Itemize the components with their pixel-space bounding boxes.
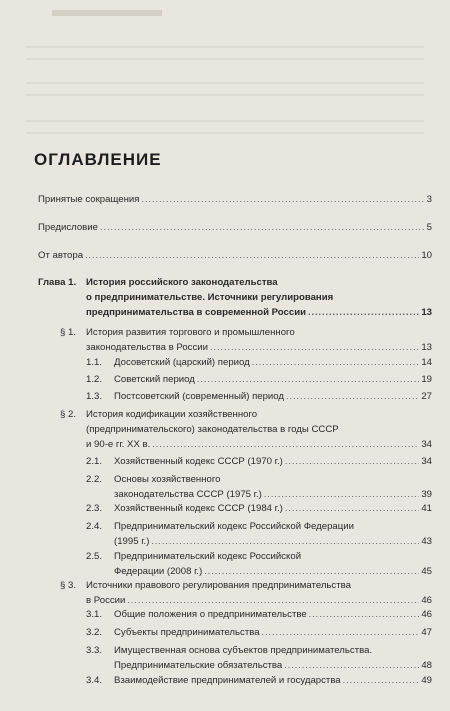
toc-page-number: 43 [421, 536, 432, 547]
section-label: § 2. [60, 409, 77, 420]
toc-entry-abbreviations[interactable] [38, 192, 432, 207]
running-header-ghost [52, 10, 162, 16]
toc-page-number: 46 [421, 595, 432, 606]
toc-page-number: 34 [421, 439, 432, 450]
toc-page-number: 47 [421, 627, 432, 638]
toc-entry-preface[interactable] [38, 220, 432, 235]
toc-page-number: 5 [426, 222, 432, 233]
toc-page-number: 46 [421, 609, 432, 620]
show-through-text [26, 0, 424, 140]
book-page: ОГЛАВЛЕНИЕ Принятые сокращения ..... 3 Предисловие ..... 5 От автора ..... 10 Глава 1. История российского законодательства о предпринимательстве. Источники регулирования предпринимательства в современной России ..... 13 § 1. История развития торгового и промышленного законодательства в России ..... 13 1.1. Досоветский (царский) период ..... 14 1.2. Советский период ..... 19 1.3. Постсоветский (современный) период ..... 27 § 2. История кодификации хозяйственного (предпринимательского) законодательства в годы СССР и 90-е гг. XX в. ..... 34 2.1. Хозяйственный кодекс СССР (1970 г.) ..... 34 2.2. Основы хозяйственного законодательства СССР (1975 г.) ..... 39 2.3. Хозяйственный кодекс СССР (1984 г.) ..... 41 2.4. Предпринимательский кодекс Российской Федерации (1995 г.) ..... 43 2.5. Предпринимательский кодекс Российской Федерации (2008 г.) ..... 45 § 3. Источники правового регулирования предпринимательства в России ..... 46 3.1. Общие положения о предпринимательстве ..... 46 3.2. Субъекты предпринимательства ..... 47 3.3. Имущественная основа субъектов предпринимательства. Предпринимательские обязательства ..... 48 3.4. Взаимодействие предпринимателей и государства ..... 49 [0, 0, 450, 711]
toc-page-number: 39 [421, 489, 432, 500]
toc-page-number: 3 [426, 194, 432, 205]
toc-page-number: 14 [421, 357, 432, 368]
toc-page-number: 13 [421, 342, 432, 353]
chapter-label: Глава 1. [38, 277, 77, 288]
toc-page-number: 10 [421, 250, 432, 261]
toc-page-number: 13 [421, 307, 432, 318]
toc-page-number: 49 [421, 675, 432, 686]
toc-page-number: 45 [421, 566, 432, 577]
toc-page-number: 27 [421, 391, 432, 402]
toc-entry-title: От автора [38, 250, 84, 261]
toc-page-number: 34 [421, 456, 432, 467]
toc-entry-title: Предисловие [38, 222, 98, 233]
section-label: § 1. [60, 327, 77, 338]
toc-page-number: 41 [421, 503, 432, 514]
toc-entry-title: Принятые сокращения [38, 194, 140, 205]
toc-entry-from-author[interactable] [38, 248, 432, 263]
page-title: ОГЛАВЛЕНИЕ [34, 150, 162, 169]
toc-page-number: 48 [421, 660, 432, 671]
toc-page-number: 19 [421, 374, 432, 385]
section-label: § 3. [60, 580, 77, 591]
